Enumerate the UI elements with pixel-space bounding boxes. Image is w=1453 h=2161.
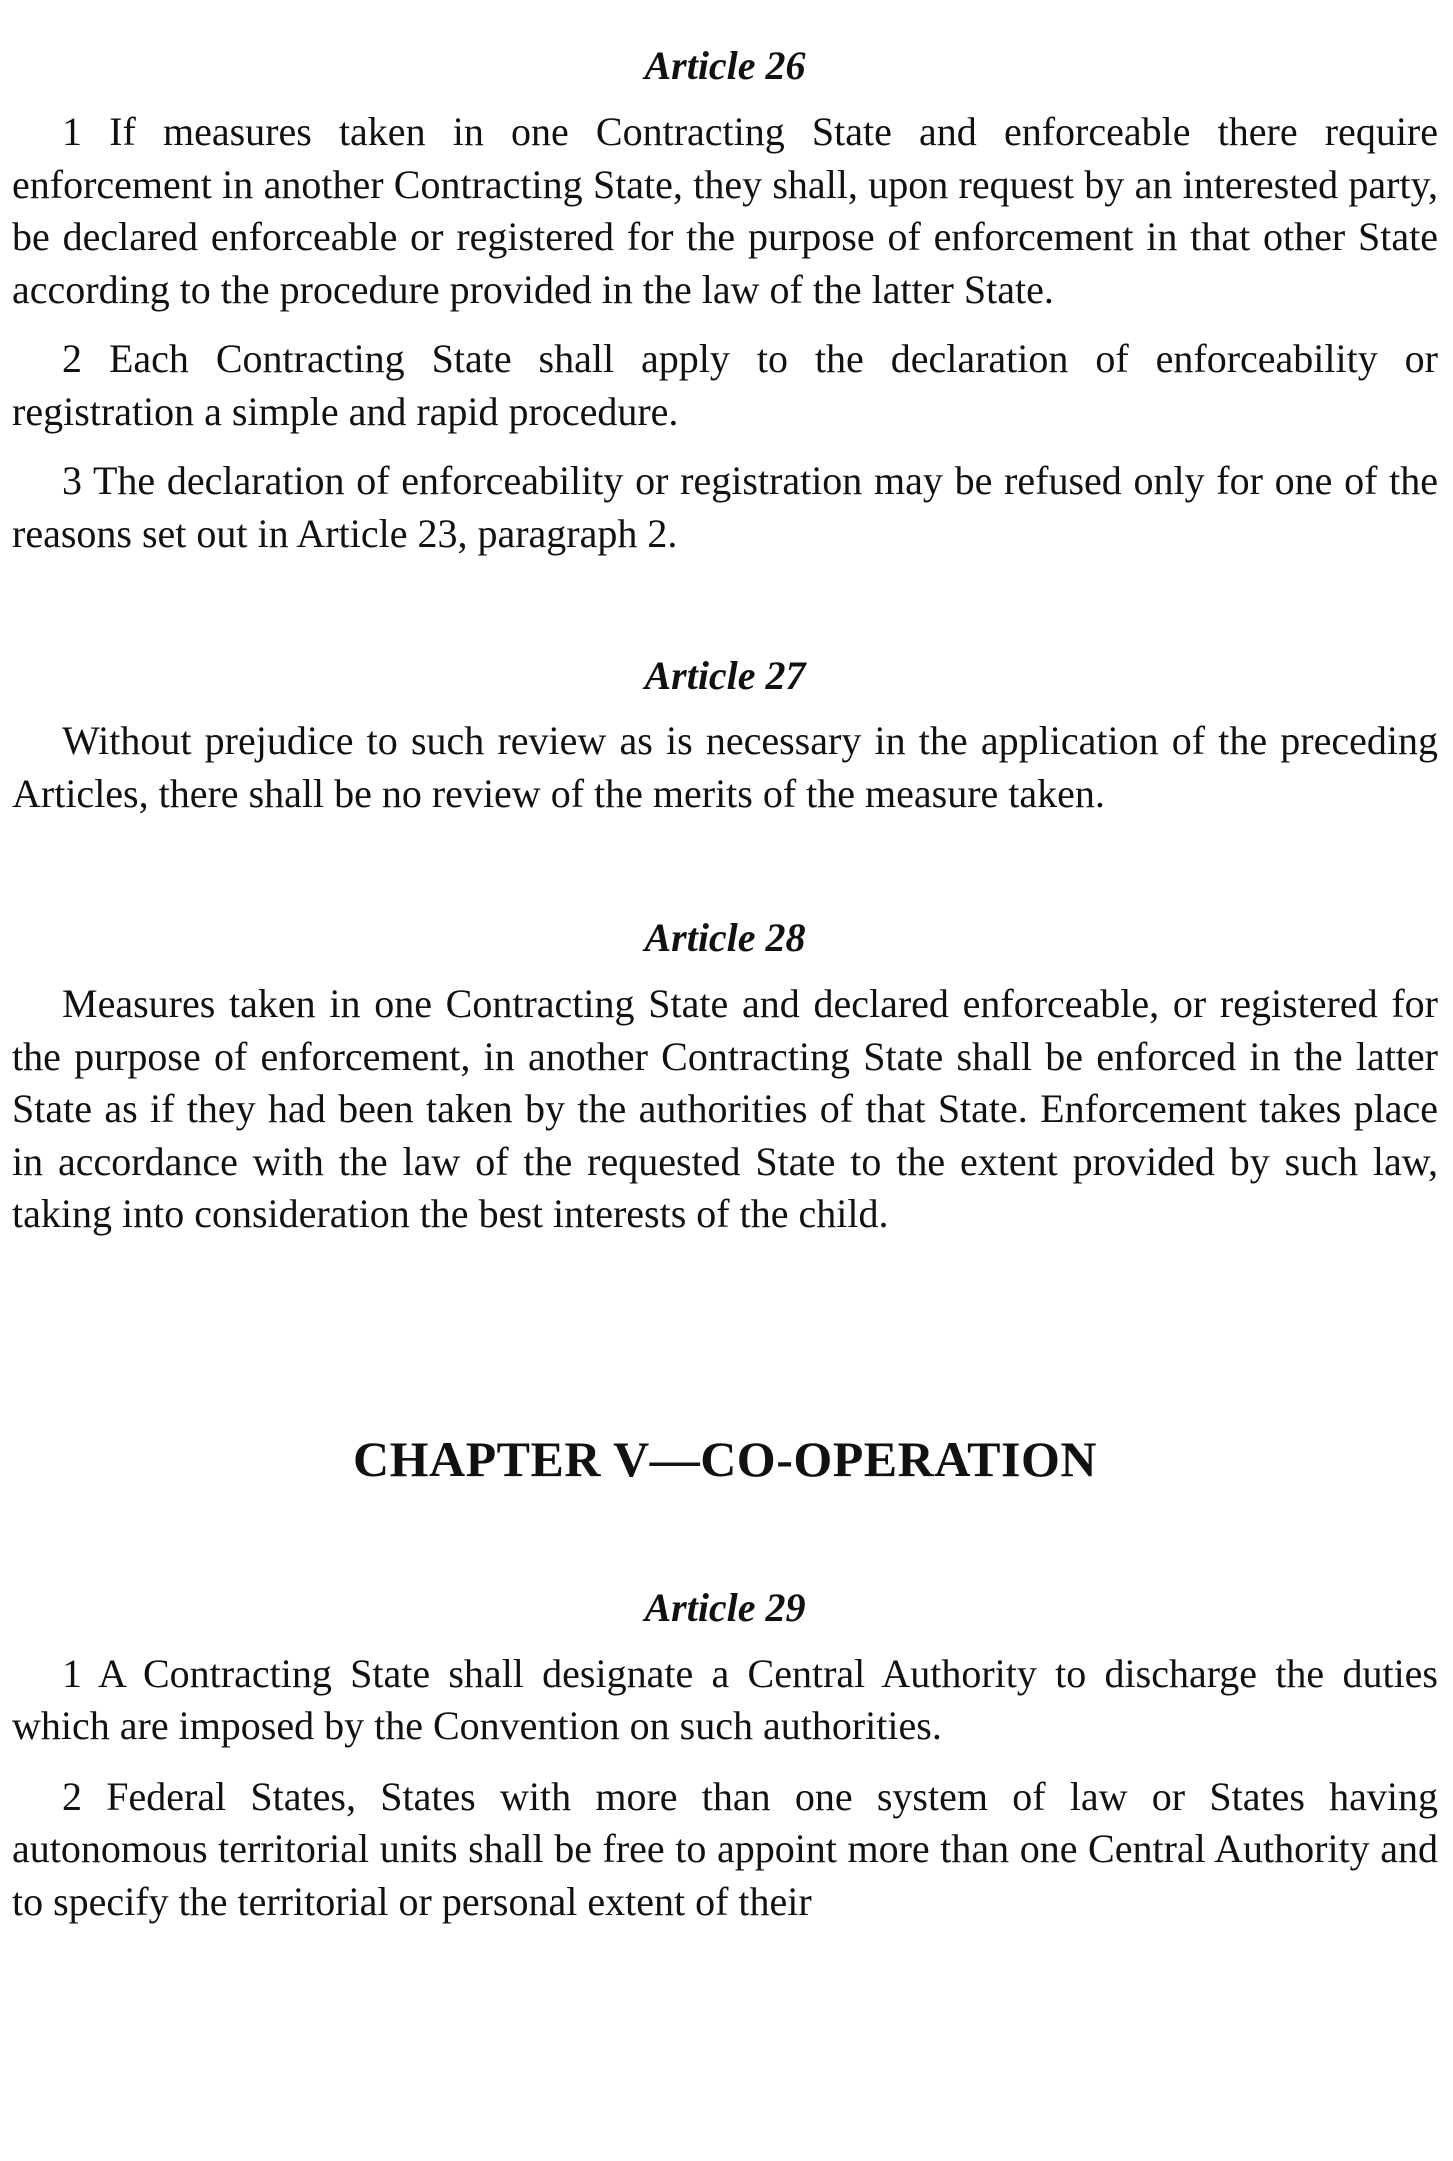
article-26-paragraph-1: 1 If measures taken in one Contracting State and enforceable there require enforcement in another Contracting State, they shall, upon request by an interested party, be declared enforceable or registered for the purpose of enforcement in that other State according to the procedure provided in the law of the latter State.: [12, 109, 1438, 312]
article-27-heading: Article 27: [644, 653, 806, 698]
article-26-heading: Article 26: [644, 43, 806, 88]
article-28-paragraph-1: Measures taken in one Contracting State and declared enforceable, or registered for the purpose of enforcement, in another Contracting State shall be enforced in the latter State as if they had been taken by the authorities of that State. Enforcement takes place in accordance with the law of the requested State to the extent provided by such law, taking into consideration the best interests of the child.: [12, 981, 1438, 1236]
chapter-heading: CHAPTER V—CO-OPERATION: [353, 1430, 1097, 1487]
article-29-paragraph-1: 1 A Contracting State shall designate a Central Authority to discharge the duties which are imposed by the Convention on such authorities.: [12, 1650, 1438, 1748]
article-26-paragraph-3: 3 The declaration of enforceability or registration may be refused only for one of the reasons set out in Article 23, paragraph 2.: [12, 458, 1438, 556]
document-page: [12, 0, 1438, 1928]
article-29-paragraph-2: 2 Federal States, States with more than one system of law or States having autonomous territorial units shall be free to appoint more than one Central Authority and to specify the territorial or personal extent of their: [12, 1773, 1438, 1924]
article-26-paragraph-2: 2 Each Contracting State shall apply to the declaration of enforceability or registration a simple and rapid procedure.: [12, 336, 1438, 434]
article-28-heading: Article 28: [644, 915, 806, 960]
article-27-paragraph-1: Without prejudice to such review as is necessary in the application of the preceding Articles, there shall be no review of the merits of the measure taken.: [12, 718, 1438, 816]
article-29-heading: Article 29: [644, 1584, 806, 1630]
